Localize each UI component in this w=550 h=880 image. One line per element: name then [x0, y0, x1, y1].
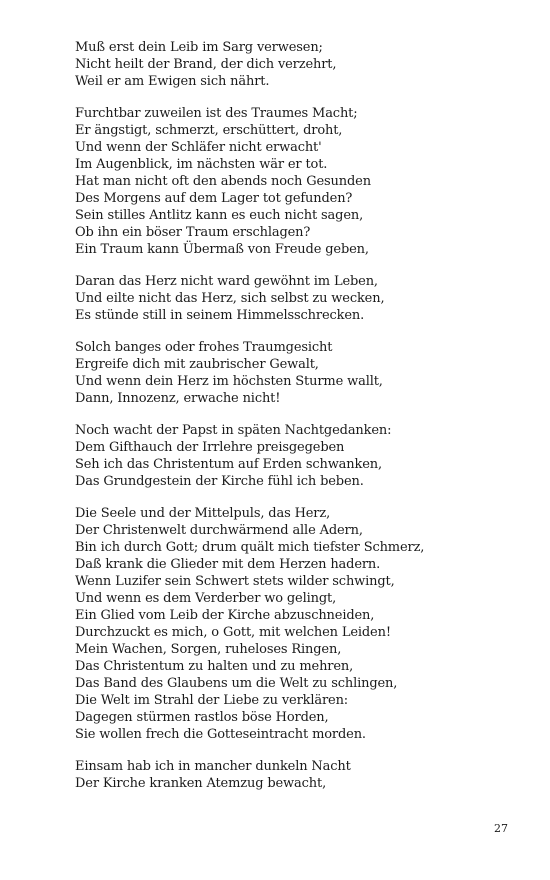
poem-line: Bin ich durch Gott; drum quält mich tiefster Schmerz, — [75, 540, 425, 555]
poem-line: Muß erst dein Leib im Sarg verwesen; — [75, 40, 323, 55]
poem-line: Dagegen stürmen rastlos böse Horden, — [75, 710, 329, 725]
poem-line: Durchzuckt es mich, o Gott, mit welchen Leiden! — [75, 625, 391, 640]
poem-line: Und eilte nicht das Herz, sich selbst zu wecken, — [75, 291, 385, 306]
poem-line: Daß krank die Glieder mit dem Herzen hadern. — [75, 557, 381, 572]
poem-line: Seh ich das Christentum auf Erden schwanken, — [75, 457, 382, 472]
poem-text — [75, 39, 535, 807]
poem-line: Dem Gifthauch der Irrlehre preisgegeben — [75, 440, 345, 455]
poem-line: Ein Glied vom Leib der Kirche abzuschneiden, — [75, 608, 375, 623]
poem-line: Einsam hab ich in mancher dunkeln Nacht — [75, 759, 351, 774]
poem-line: Sie wollen frech die Gotteseintracht morden. — [75, 727, 366, 742]
poem-line: Nicht heilt der Brand, der dich verzehrt, — [75, 57, 337, 72]
poem-line: Daran das Herz nicht ward gewöhnt im Leben, — [75, 274, 378, 289]
poem-line: Der Christenwelt durchwärmend alle Adern, — [75, 523, 363, 538]
poem-line: Im Augenblick, im nächsten wär er tot. — [75, 157, 328, 172]
poem-line: Sein stilles Antlitz kann es euch nicht sagen, — [75, 208, 364, 223]
poem-line: Mein Wachen, Sorgen, ruheloses Ringen, — [75, 642, 342, 657]
poem-line: Die Welt im Strahl der Liebe zu verklären: — [75, 693, 349, 708]
stanza — [75, 273, 535, 324]
poem-line: Und wenn dein Herz im höchsten Sturme wallt, — [75, 374, 383, 389]
stanza — [75, 422, 535, 490]
poem-line: Ob ihn ein böser Traum erschlagen? — [75, 225, 311, 240]
poem-line: Der Kirche kranken Atemzug bewacht, — [75, 776, 327, 791]
poem-line: Es stünde still in seinem Himmelsschrecken. — [75, 308, 365, 323]
stanza — [75, 758, 535, 792]
stanza — [75, 39, 535, 90]
poem-line: Noch wacht der Papst in späten Nachtgedanken: — [75, 423, 392, 438]
poem-line: Ergreife dich mit zaubrischer Gewalt, — [75, 357, 319, 372]
page-number: 27 — [494, 822, 508, 835]
poem-line: Das Grundgestein der Kirche fühl ich beben. — [75, 474, 364, 489]
poem-line: Und wenn der Schläfer nicht erwacht' — [75, 140, 322, 155]
poem-line: Wenn Luzifer sein Schwert stets wilder schwingt, — [75, 574, 395, 589]
poem-line: Das Christentum zu halten und zu mehren, — [75, 659, 354, 674]
poem-line: Hat man nicht oft den abends noch Gesunden — [75, 174, 371, 189]
poem-line: Und wenn es dem Verderber wo gelingt, — [75, 591, 337, 606]
poem-line: Er ängstigt, schmerzt, erschüttert, droht, — [75, 123, 343, 138]
stanza — [75, 339, 535, 407]
poem-line: Weil er am Ewigen sich nährt. — [75, 74, 270, 89]
stanza — [75, 505, 535, 743]
poem-line: Ein Traum kann Übermaß von Freude geben, — [75, 242, 369, 257]
poem-line: Dann, Innozenz, erwache nicht! — [75, 391, 281, 406]
stanza — [75, 105, 535, 258]
poem-line: Das Band des Glaubens um die Welt zu schlingen, — [75, 676, 398, 691]
poem-line: Des Morgens auf dem Lager tot gefunden? — [75, 191, 353, 206]
poem-line: Solch banges oder frohes Traumgesicht — [75, 340, 333, 355]
poem-line: Furchtbar zuweilen ist des Traumes Macht; — [75, 106, 358, 121]
poem-line: Die Seele und der Mittelpuls, das Herz, — [75, 506, 331, 521]
